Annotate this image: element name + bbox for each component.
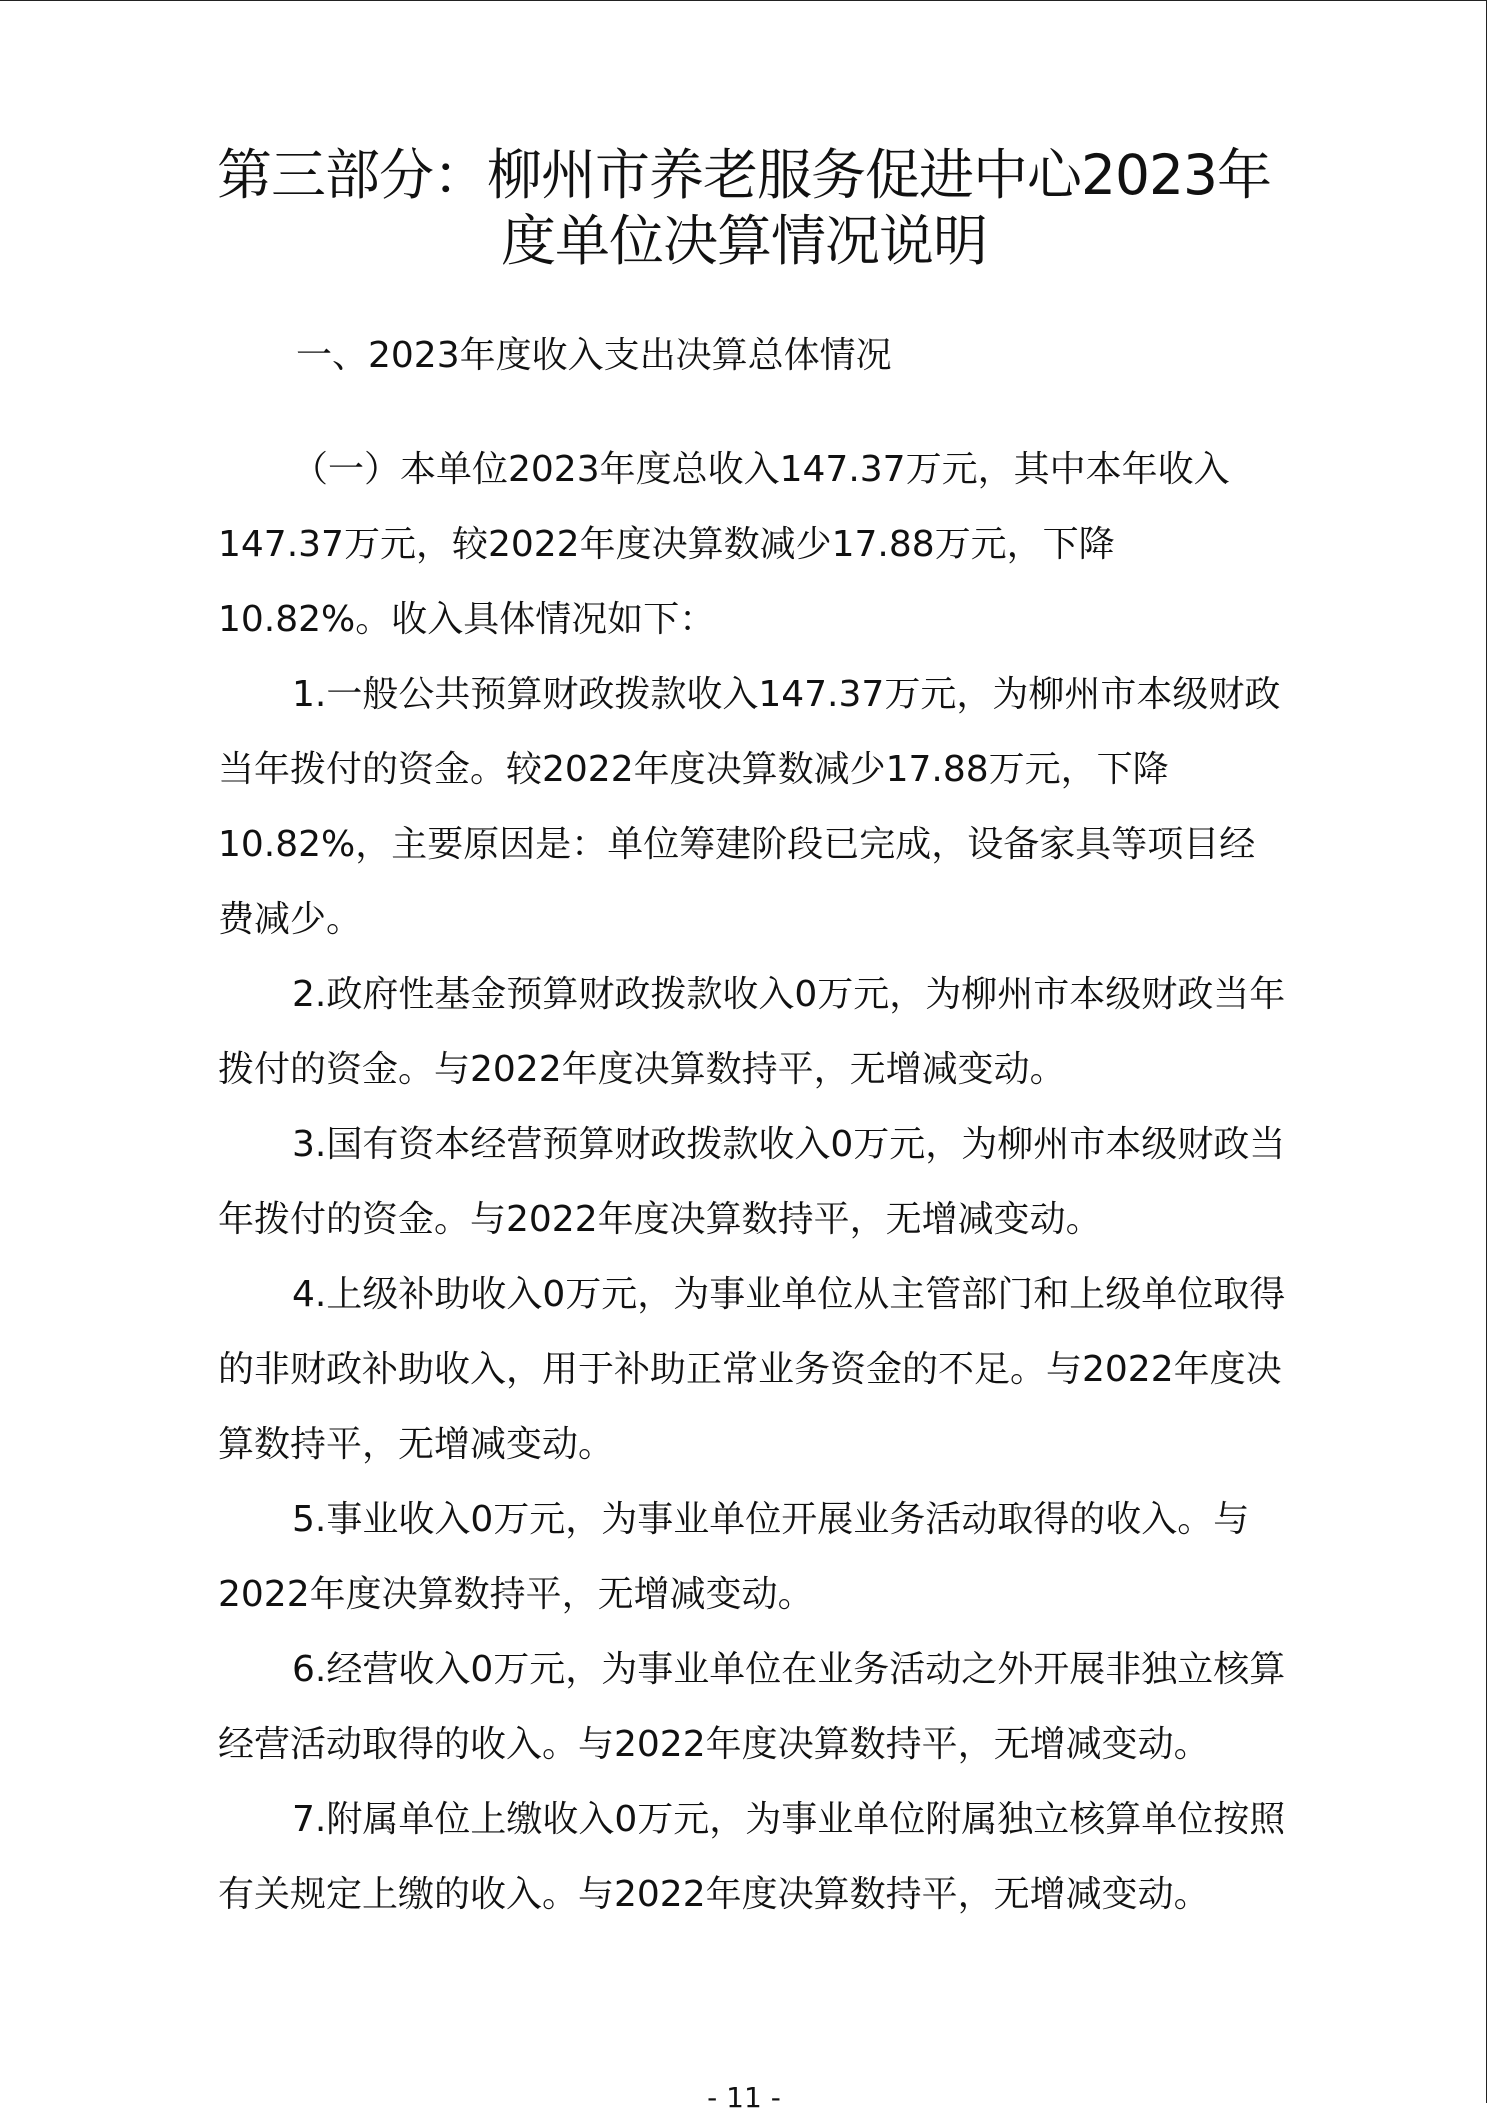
paragraph-item-4: 4.上级补助收入0万元，为事业单位从主管部门和上级单位取得的非财政补助收入，用于补助正常业务资金的不足。与2022年度决算数持平，无增减变动。 [218,1274,1286,1465]
page-number: - 11 - [707,2081,781,2114]
title-line-2: 度单位决算情况说明 [500,209,987,273]
section-heading: 一、2023年度收入支出决算总体情况 [296,335,892,376]
paragraph-item-7: 7.附属单位上缴收入0万元，为事业单位附属独立核算单位按照有关规定上缴的收入。与2022年度决算数持平，无增减变动。 [218,1799,1286,1915]
paragraph-item-6: 6.经营收入0万元，为事业单位在业务活动之外开展非独立核算经营活动取得的收入。与2022年度决算数持平，无增减变动。 [218,1649,1286,1765]
document-title [160,142,1328,274]
paragraph-overview: （一）本单位2023年度总收入147.37万元，其中本年收入147.37万元，较2022年度决算数减少17.88万元，下降10.82%。收入具体情况如下： [218,449,1230,640]
title-line-1: 第三部分：柳州市养老服务促进中心2023年 [217,143,1271,207]
paragraph-item-3: 3.国有资本经营预算财政拨款收入0万元，为柳州市本级财政当年拨付的资金。与2022年度决算数持平，无增减变动。 [218,1124,1286,1240]
paragraph-item-5: 5.事业收入0万元，为事业单位开展业务活动取得的收入。与2022年度决算数持平，无增减变动。 [218,1499,1250,1615]
paragraph-item-2: 2.政府性基金预算财政拨款收入0万元，为柳州市本级财政当年拨付的资金。与2022年度决算数持平，无增减变动。 [218,974,1286,1090]
paragraph-item-1: 1.一般公共预算财政拨款收入147.37万元，为柳州市本级财政当年拨付的资金。较2022年度决算数减少17.88万元，下降10.82%，主要原因是：单位筹建阶段已完成，设备家具等项目经费减少。 [218,674,1281,940]
document-body [218,432,1286,1932]
